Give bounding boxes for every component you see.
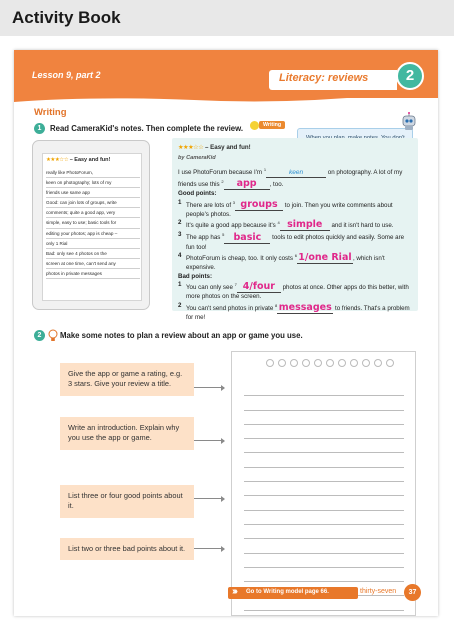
page-number-word: thirty-seven — [360, 588, 397, 595]
notebook[interactable] — [231, 351, 416, 616]
writing-heading: Writing — [34, 107, 67, 118]
note-line: simple, easy to use; basic tools for — [46, 218, 140, 228]
note-line: photos in private messages — [46, 269, 140, 279]
page-title: Activity Book — [12, 8, 121, 27]
prompt-bad-points: List two or three bad points about it. — [60, 538, 194, 560]
ring-icon — [266, 359, 274, 367]
arrow-icon — [194, 548, 224, 549]
page-number: 37 — [404, 584, 421, 601]
tip-tag: Writing — [259, 121, 285, 129]
prompt-introduction: Write an introduction. Explain why you use the app or game. — [60, 417, 194, 450]
tip-bulb-icon — [250, 121, 259, 130]
tablet-device — [32, 140, 150, 310]
note-line: Bad: only see 4 photos on the — [46, 249, 140, 259]
note-line: comments; quite a good app, very — [46, 208, 140, 218]
answer-blank-7[interactable]: 4/four — [237, 283, 281, 293]
bad-points-heading: Bad points: — [178, 272, 213, 280]
arrow-icon — [194, 440, 224, 441]
star-rating-icon: ★★★☆☆ — [178, 144, 204, 151]
answer-blank-8[interactable]: messages — [278, 302, 332, 314]
bad-point-2: 2 You can't send photos in private $^8$ messages to friends. That's a problem for me! — [178, 302, 410, 322]
review-body — [178, 166, 414, 323]
note-line: screen at one time, can't send any — [46, 259, 140, 269]
tablet-review-title — [46, 157, 110, 163]
prompt-rating: Give the app or game a rating, e.g. 3 stars. Give your review a title. — [60, 363, 194, 396]
answer-blank-3[interactable]: groups — [235, 201, 283, 211]
ring-icon — [278, 359, 286, 367]
note-line: keen on photography; lots of my — [46, 178, 140, 188]
arrow-icon — [194, 387, 224, 388]
tablet-notes — [46, 168, 140, 279]
arrow-icon — [194, 498, 224, 499]
answer-blank-1[interactable]: keen — [266, 169, 326, 178]
top-bar — [0, 0, 454, 36]
ring-icon — [338, 359, 346, 367]
ring-icon — [314, 359, 322, 367]
good-point-4: 4 PhotoForum is cheap, too. It only costs $^6$1/one Rial, which isn't expensive. — [178, 252, 385, 272]
ring-icon — [290, 359, 298, 367]
review-panel — [172, 138, 418, 322]
good-point-1: 1 There are lots of $^3$ groups to join. Then you write comments about people's photos. — [178, 198, 393, 218]
ring-icon — [362, 359, 370, 367]
exercise-2-instruction: Make some notes to plan a review about an app or game you use. — [60, 331, 303, 340]
ring-icon — [326, 359, 334, 367]
good-point-3: 3 The app has $^5$ basic tools to edit photos quickly and easily. Some are fun too! — [178, 231, 405, 251]
workbook-page — [14, 50, 438, 616]
bad-point-1: 1 You can only see $^7$ 4/four photos at once. Other apps do this better, with more photos on the screen. — [178, 281, 409, 301]
star-rating-icon: ★★★☆☆ — [46, 157, 69, 163]
good-points-heading: Good points: — [178, 190, 217, 198]
good-point-2: 2 It's quite a good app because it's $^4$ simple and it isn't hard to use. — [178, 219, 394, 231]
ring-icon — [350, 359, 358, 367]
ring-icon — [386, 359, 394, 367]
robot-icon — [399, 111, 419, 131]
exercise-1-instruction: Read CameraKid's notes. Then complete the review. — [50, 124, 244, 133]
note-line: Good: can join lots of groups, write — [46, 198, 140, 208]
note-line: only 1 Rial — [46, 239, 140, 249]
ring-icon — [302, 359, 310, 367]
review-intro: I use PhotoForum because I'm $^1$ keen on photography. A lot of my friends use this $^2$ app , too. — [178, 167, 403, 190]
exercise-2-number: 2 — [34, 330, 45, 341]
note-line: friends use same app — [46, 188, 140, 198]
tablet-screen — [42, 153, 142, 301]
lesson-label: Lesson 9, part 2 — [32, 70, 101, 80]
review-author: by CameraKid — [178, 155, 216, 161]
lightbulb-icon — [48, 329, 58, 342]
exercise-1-number: 1 — [34, 123, 45, 134]
prompt-good-points: List three or four good points about it. — [60, 485, 194, 518]
answer-blank-5[interactable]: basic — [224, 234, 270, 244]
review-title — [178, 144, 251, 151]
answer-blank-2[interactable]: app — [224, 180, 270, 190]
writing-model-link-text[interactable]: Go to Writing model page 66. — [246, 589, 329, 595]
tablet-title-text: – Easy and fun! — [69, 157, 111, 163]
ring-icon — [374, 359, 382, 367]
answer-blank-4[interactable]: simple — [280, 221, 330, 231]
section-label: Literacy: reviews — [279, 72, 369, 84]
unit-badge: 2 — [396, 62, 424, 90]
notebook-lines — [244, 382, 404, 611]
note-line: really like PhotoForum, — [46, 168, 140, 178]
review-title-text: – Easy and fun! — [204, 144, 251, 151]
notebook-rings — [266, 359, 394, 369]
double-chevron-icon: ››› — [232, 586, 236, 597]
note-line: editing your photos; app is cheap – — [46, 229, 140, 239]
answer-blank-6[interactable]: 1/one Rial — [298, 252, 352, 264]
